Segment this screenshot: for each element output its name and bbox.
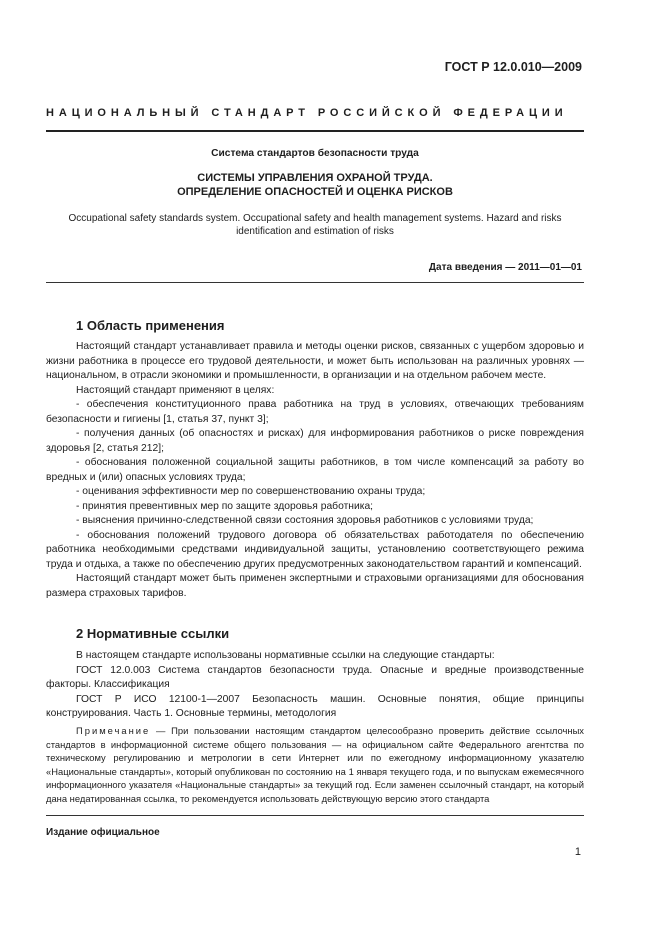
normative-reference: ГОСТ 12.0.003 Система стандартов безопасности труда. Опасные и вредные производственные факторы. Классификация bbox=[46, 664, 584, 690]
section-1-body bbox=[46, 340, 584, 601]
section-1-list-item: - оценивания эффективности мер по совершенствованию охраны труда; bbox=[76, 486, 426, 497]
note-text: — При пользовании настоящим стандартом целесообразно проверить действие ссылочных стандартов в информационной системе общего пользования — на официальном сайте Федерального агентства по техническому регулированию и метрологии в сети Интернет или по ежегодному информационному указателю «Национальные стандарты», который опубликован по состоянию на 1 января текущего года, и по выпускам ежемесячного информационного указателя «Национальные стандарты» за текущий год. Если заменен ссылочный стандарт, на который дана недатированная ссылка, то рекомендуется использовать действующую версию этого стандарта bbox=[46, 725, 584, 804]
section-1-list-item: - обеспечения конституционного права работника на труд в условиях, отвечающих требованиям безопасности и гигиены [1, статья 37, пункт 3]; bbox=[46, 399, 584, 425]
national-standard-banner: НАЦИОНАЛЬНЫЙ СТАНДАРТ РОССИЙСКОЙ ФЕДЕРАЦИИ bbox=[46, 107, 568, 119]
section-1-list-item: - принятия превентивных мер по защите здоровья работника; bbox=[76, 500, 374, 512]
series-title: Система стандартов безопасности труда bbox=[211, 148, 419, 159]
section-2-body bbox=[46, 649, 584, 722]
section-2-heading: 2 Нормативные ссылки bbox=[76, 626, 230, 641]
normative-reference: ГОСТ Р ИСО 12100-1—2007 Безопасность машин. Основные понятия, общие принципы конструирования. Часть 1. Основные термины, методология bbox=[46, 693, 584, 719]
official-edition-label: Издание официальное bbox=[46, 827, 160, 838]
footer-divider bbox=[46, 815, 584, 816]
title-en-line-2: identification and estimation of risks bbox=[236, 226, 394, 237]
section-1-paragraph: Настоящий стандарт может быть применен экспертными и страховыми организациями для обоснования размера страховых тарифов. bbox=[46, 573, 584, 599]
introduction-date: Дата введения — 2011—01—01 bbox=[428, 262, 582, 273]
page-number: 1 bbox=[574, 846, 581, 858]
section-1-heading: 1 Область применения bbox=[76, 318, 225, 333]
section-1-paragraph: Настоящий стандарт устанавливает правила и методы оценки рисков, связанных с ущербом здоровью и жизни работника в процессе его трудовой деятельности, и может быть использован на различных уровнях — национальном, в отрасли экономики и промышленности, в организации и на отдельном рабочем месте. bbox=[46, 341, 584, 381]
section-1-list-item: - выяснения причинно-следственной связи состояния здоровья работников с условиями труда; bbox=[76, 515, 534, 526]
title-ru-line-2: ОПРЕДЕЛЕНИЕ ОПАСНОСТЕЙ И ОЦЕНКА РИСКОВ bbox=[177, 186, 453, 198]
section-2-note bbox=[46, 724, 584, 806]
standard-title-en bbox=[46, 212, 584, 238]
title-ru-line-1: СИСТЕМЫ УПРАВЛЕНИЯ ОХРАНОЙ ТРУДА. bbox=[197, 172, 433, 184]
section-1-list-item: - обоснования положений трудового договора об обязательствах работодателя по обеспечению работника необходимыми средствами индивидуальной защиты, установлению соответствующего режима труда и отдыха, а также по обеспечению других предусмотренных законодательством гарантий и компенсаций. bbox=[46, 529, 584, 570]
section-1-list-item: - получения данных (об опасностях и рисках) для информирования работников о риске повреждения здоровья [2, статья 212]; bbox=[46, 428, 584, 454]
section-1-list-item: - обоснования положенной социальной защиты работников, в том числе компенсаций за работу во вредных и (или) опасных условиях труда; bbox=[46, 457, 584, 483]
section-2-paragraph: В настоящем стандарте использованы нормативные ссылки на следующие стандарты: bbox=[76, 650, 495, 661]
date-divider bbox=[46, 282, 584, 283]
title-en-line-1: Occupational safety standards system. Occupational safety and health management systems. Hazard and risks bbox=[68, 213, 562, 224]
document-code: ГОСТ Р 12.0.010—2009 bbox=[444, 60, 582, 74]
note-label: Примечание bbox=[76, 725, 151, 736]
section-1-paragraph: Настоящий стандарт применяют в целях: bbox=[76, 384, 275, 396]
header-divider bbox=[46, 130, 584, 132]
standard-title-ru bbox=[46, 171, 584, 199]
